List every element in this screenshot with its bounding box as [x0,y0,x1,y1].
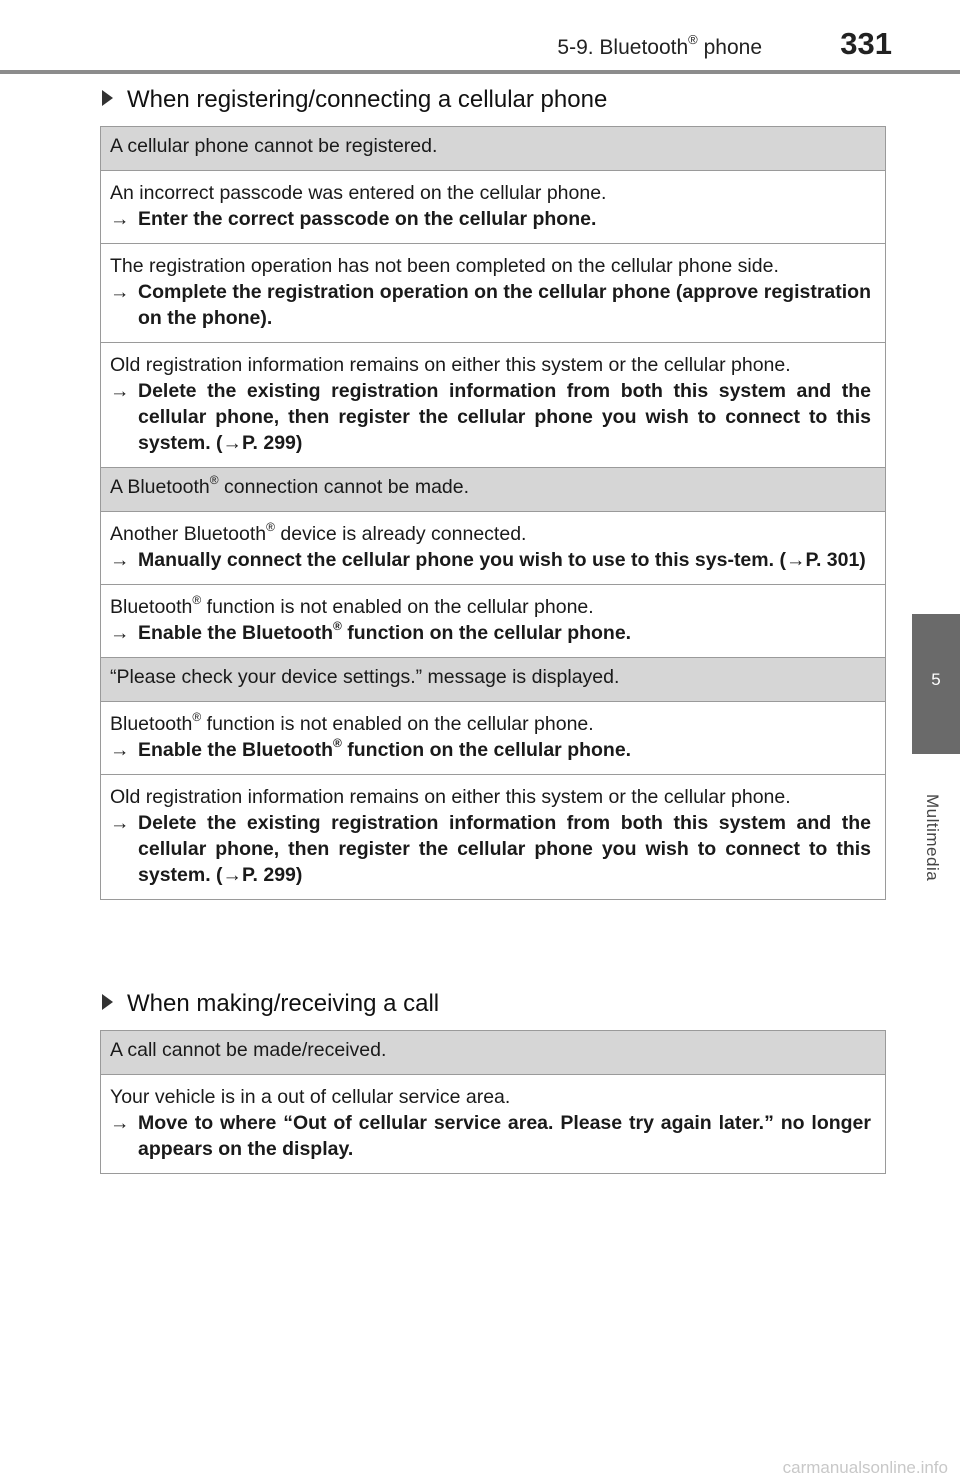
section-heading-registering: When registering/connecting a cellular phone [102,86,607,114]
solution-text: → Complete the registration operation on the cellular phone (approve registration on the phone). [110,281,871,329]
problem-row: A Bluetooth® connection cannot be made. [101,467,885,511]
chapter-number-block [912,614,960,754]
cause-row [101,342,885,467]
arrow-icon: → [110,1112,130,1134]
registered-mark: ® [333,735,342,750]
cause-row [101,774,885,899]
cause-text: The registration operation has not been completed on the cellular phone side. [110,255,779,277]
problem-row: “Please check your device settings.” message is displayed. [101,657,885,701]
registered-mark: ® [209,472,219,487]
cause-row [101,584,885,657]
arrow-icon: → [110,549,130,571]
section-heading-calls: When making/receiving a call [102,990,439,1018]
cause-text: An incorrect passcode was entered on the cellular phone. [110,182,607,204]
cause-row [101,701,885,774]
chapter-label: Multimedia [923,794,942,882]
page-header [0,0,960,76]
troubleshooting-table-registering [100,126,886,900]
arrow-icon: → [110,622,130,644]
arrow-icon: → [110,281,130,303]
arrow-icon: → [110,812,130,834]
triangle-bullet-icon [102,994,113,1010]
solution-text: → Enable the Bluetooth® function on the cellular phone. [110,735,632,761]
solution-text: → Delete the existing registration information from both this system and the cellular phone, then register the cellular phone you wish to connect to this system. (→P. 299) [110,812,871,886]
cause-row [101,1074,885,1173]
cause-text: Another Bluetooth® device is already connected. [110,519,527,545]
cause-text: Old registration information remains on either this system or the cellular phone. [110,354,791,376]
cause-row [101,170,885,243]
solution-text: → Enter the correct passcode on the cellular phone. [110,208,597,230]
cause-row [101,243,885,342]
problem-row: A cellular phone cannot be registered. [101,127,885,170]
header-divider [0,70,960,74]
triangle-bullet-icon [102,90,113,106]
solution-text: → Delete the existing registration information from both this system and the cellular phone, then register the cellular phone you wish to connect to this system. (→P. 299) [110,380,871,454]
cause-text: Your vehicle is in a out of cellular service area. [110,1086,511,1108]
arrow-icon: → [110,208,130,230]
solution-text: → Enable the Bluetooth® function on the cellular phone. [110,618,632,644]
problem-row: A call cannot be made/received. [101,1031,885,1074]
chapter-number: 5 [931,670,941,689]
troubleshooting-table-calls [100,1030,886,1174]
section-title: 5-9. Bluetooth® phone [557,32,762,59]
watermark: carmanualsonline.info [782,1458,948,1477]
solution-text: → Move to where “Out of cellular service area. Please try again later.” no longer appears on the display. [110,1112,871,1160]
arrow-icon: → [110,380,130,402]
page-number: 331 [840,26,892,61]
registered-mark: ® [266,519,275,534]
cause-text: Old registration information remains on either this system or the cellular phone. [110,786,791,808]
cause-text: Bluetooth® function is not enabled on the cellular phone. [110,709,594,735]
registered-mark: ® [192,592,202,607]
registered-mark: ® [688,32,698,47]
cause-row [101,511,885,584]
cause-text: Bluetooth® function is not enabled on the cellular phone. [110,592,594,618]
arrow-icon: → [110,739,130,761]
chapter-tab [912,614,960,914]
registered-mark: ® [192,709,202,724]
registered-mark: ® [333,618,342,633]
solution-text: → Manually connect the cellular phone you wish to use to this sys-tem. (→P. 301) [110,549,866,571]
